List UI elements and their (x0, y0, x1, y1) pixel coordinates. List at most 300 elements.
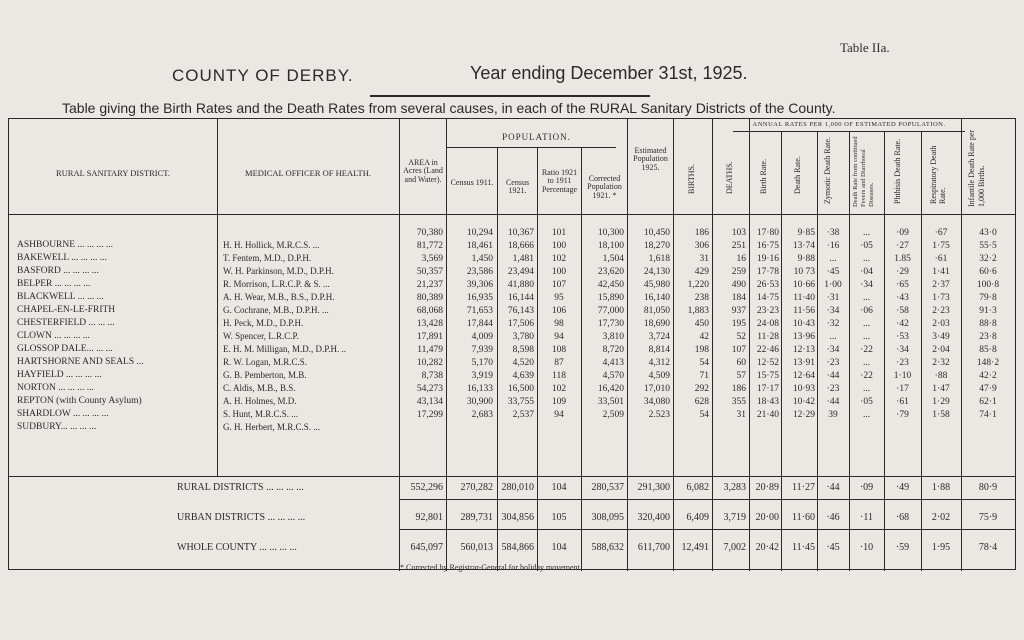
summary-cell-c1921: 304,856 (501, 512, 534, 523)
cell-birth-rate: 15·75 (756, 371, 779, 381)
table-label: Table IIa. (840, 40, 890, 55)
cell-births: 1,220 (687, 280, 709, 290)
cell-ratio: 102 (551, 254, 567, 264)
cell-corrected: 1,504 (602, 254, 624, 264)
cell-c1921: 16,144 (507, 293, 534, 303)
cell-c1921: 23,494 (507, 267, 534, 277)
cell-death-rate: 10·93 (792, 384, 815, 394)
cell-district: ASHBOURNE ... ... ... ... (17, 240, 114, 250)
cell-phthisis: ·43 (896, 293, 909, 303)
summary-cell-zymotic: ·46 (826, 512, 840, 523)
summary-cell-ratio: 104 (551, 482, 567, 493)
cell-respiratory: 1·41 (932, 267, 950, 277)
summary-cell-continued: ·09 (859, 482, 874, 493)
cell-corrected: 77,000 (597, 306, 624, 316)
summary-cell-ratio: 104 (551, 542, 567, 553)
cell-estimated: 17,010 (643, 384, 670, 394)
column-phthisis (884, 227, 921, 422)
cell-ratio: 94 (554, 332, 564, 342)
cell-district: SHARDLOW ... ... ... ... (17, 409, 109, 419)
summary-cell-births: 6,409 (686, 512, 709, 523)
cell-officer: T. Fentem, M.D., D.P.H. (223, 253, 312, 263)
summary-label: WHOLE COUNTY ... ... ... ... (177, 542, 297, 553)
cell-corrected: 33,501 (597, 397, 624, 407)
cell-c1911: 39,306 (466, 280, 493, 290)
cell-ratio: 87 (554, 358, 564, 368)
cell-birth-rate: 18·43 (756, 397, 779, 407)
cell-c1921: 16,500 (507, 384, 534, 394)
cell-area: 81,772 (416, 241, 443, 251)
cell-deaths: 259 (731, 267, 746, 277)
cell-respiratory: ·88 (934, 371, 948, 381)
summary-cell-death-rate: 11·27 (792, 482, 815, 493)
column-deaths (712, 227, 746, 422)
summary-cell-c1921: 584,866 (501, 542, 534, 553)
title-underline (370, 95, 650, 97)
cell-officer: R. W. Logan, M.R.C.S. (223, 357, 308, 367)
cell-phthisis: ·27 (896, 241, 909, 251)
statistics-table (8, 118, 1016, 570)
cell-births: 54 (699, 358, 709, 368)
cell-c1911: 4,009 (471, 332, 493, 342)
cell-officer: G. Cochrane, M.B., D.P.H. ... (223, 305, 329, 315)
cell-death-rate: 10·43 (792, 319, 815, 329)
cell-c1921: 1,481 (512, 254, 534, 264)
summary-cell-c1911: 270,282 (460, 482, 493, 493)
summary-cell-estimated: 611,700 (637, 542, 670, 553)
header-death-rate: Death Rate. (793, 156, 802, 194)
cell-area: 8,738 (421, 371, 443, 381)
summary-cell-births: 6,082 (686, 482, 709, 493)
cell-corrected: 42,450 (597, 280, 624, 290)
cell-respiratory: 2·03 (932, 319, 950, 329)
summary-cell-death-rate: 11·45 (792, 542, 815, 553)
cell-zymotic: ·32 (826, 319, 840, 329)
cell-births: 429 (694, 267, 709, 277)
cell-continued: ·22 (860, 345, 873, 355)
cell-phthisis: ·17 (896, 384, 909, 394)
cell-phthisis: ·79 (896, 410, 909, 420)
cell-continued: ·22 (860, 371, 873, 381)
cell-birth-rate: 17·80 (756, 228, 779, 238)
summary-cell-corrected: 588,632 (591, 542, 624, 553)
cell-c1911: 18,461 (466, 241, 493, 251)
cell-zymotic: ·44 (826, 397, 840, 407)
cell-district: REPTON (with County Asylum) (17, 396, 142, 406)
cell-birth-rate: 17·17 (756, 384, 779, 394)
cell-corrected: 3,810 (602, 332, 624, 342)
cell-respiratory: 2·23 (932, 306, 950, 316)
cell-district: BELPER ... ... ... ... (17, 279, 91, 289)
header-phthisis: Phthisis Death Rate. (893, 138, 902, 204)
cell-infantile: 32·2 (979, 254, 997, 264)
cell-district: BAKEWELL ... ... ... ... (17, 253, 107, 263)
cell-zymotic: ·23 (826, 384, 840, 394)
cell-phthisis: 1·10 (893, 371, 912, 381)
cell-birth-rate: 26·53 (756, 280, 779, 290)
cell-c1911: 1,450 (471, 254, 493, 264)
table-subtitle: Table giving the Birth Rates and the Death Rates from several causes, in each of the RURAL Sanitary Districts of the County. (62, 100, 836, 116)
cell-area: 50,357 (416, 267, 443, 277)
cell-district: HAYFIELD ... ... ... ... (17, 370, 102, 380)
cell-respiratory: ·61 (934, 254, 948, 264)
county-title: COUNTY OF DERBY. (172, 66, 354, 85)
cell-phthisis: ·65 (896, 280, 909, 290)
cell-corrected: 23,620 (597, 267, 624, 277)
summary-label: URBAN DISTRICTS ... ... ... ... (177, 512, 306, 523)
summary-cell-births: 12,491 (681, 542, 709, 553)
column-respiratory (921, 227, 961, 422)
cell-continued: ·06 (860, 306, 873, 316)
header-zymotic: Zymotic Death Rate. (823, 137, 832, 204)
cell-ratio: 106 (551, 306, 567, 316)
cell-officer: G. B. Pemberton, M.B. (223, 370, 307, 380)
cell-death-rate: 12·64 (792, 371, 815, 381)
cell-estimated: 2.523 (648, 410, 670, 420)
cell-continued: ... (862, 332, 871, 342)
year-title: Year ending December 31st, 1925. (470, 63, 748, 83)
summary-cell-c1921: 280,010 (501, 482, 534, 493)
cell-area: 54,273 (416, 384, 443, 394)
column-c1911 (447, 227, 493, 422)
cell-deaths: 184 (731, 293, 746, 303)
cell-estimated: 34,080 (643, 397, 670, 407)
cell-phthisis: ·09 (896, 228, 909, 238)
cell-c1921: 33,755 (507, 397, 534, 407)
cell-births: 42 (699, 332, 709, 342)
cell-birth-rate: 11·28 (757, 332, 779, 342)
cell-respiratory: 2·32 (932, 358, 950, 368)
cell-area: 3,569 (421, 254, 443, 264)
column-continued (849, 227, 884, 422)
cell-zymotic: ... (829, 332, 837, 342)
cell-deaths: 251 (731, 241, 746, 251)
cell-continued: ·04 (860, 267, 873, 277)
cell-zymotic: ·45 (826, 267, 840, 277)
cell-birth-rate: 14·75 (756, 293, 779, 303)
cell-birth-rate: 19·16 (756, 254, 779, 264)
summary-cell-birth-rate: 20·00 (755, 512, 779, 523)
cell-continued: ·05 (860, 241, 873, 251)
cell-deaths: 31 (736, 410, 746, 420)
cell-death-rate: 9·85 (797, 228, 815, 238)
cell-ratio: 107 (551, 280, 567, 290)
cell-phthisis: ·23 (896, 358, 909, 368)
cell-death-rate: 12·29 (792, 410, 815, 420)
summary-cell-continued: ·10 (859, 542, 874, 553)
cell-phthisis: ·34 (896, 345, 909, 355)
cell-phthisis: ·29 (896, 267, 909, 277)
cell-area: 68,068 (416, 306, 443, 316)
cell-deaths: 490 (731, 280, 746, 290)
cell-ratio: 98 (554, 319, 564, 329)
cell-deaths: 355 (731, 397, 746, 407)
cell-death-rate: 11·40 (793, 293, 815, 303)
cell-officer: S. Hunt, M.R.C.S. ... (223, 409, 299, 419)
cell-area: 43,134 (416, 397, 443, 407)
cell-respiratory: 1·58 (932, 410, 950, 420)
header-deaths: DEATHS. (725, 161, 734, 194)
cell-officer: G. H. Herbert, M.R.C.S. ... (223, 422, 320, 432)
cell-death-rate: 10 73 (793, 267, 815, 277)
cell-corrected: 16,420 (597, 384, 624, 394)
cell-officer: H. Peck, M.D., D.P.H. (223, 318, 304, 328)
header-population: POPULATION. (502, 132, 571, 142)
cell-births: 238 (694, 293, 709, 303)
cell-district: CLOWN ... ... ... ... (17, 331, 90, 341)
cell-ratio: 94 (554, 410, 564, 420)
header-rule (9, 214, 1015, 215)
cell-zymotic: ·31 (826, 293, 840, 303)
cell-infantile: 88·8 (979, 319, 997, 329)
cell-ratio: 109 (551, 397, 567, 407)
cell-c1921: 41,880 (507, 280, 534, 290)
cell-births: 306 (694, 241, 709, 251)
cell-c1921: 2,537 (512, 410, 534, 420)
cell-respiratory: ·67 (934, 228, 948, 238)
cell-corrected: 4,413 (602, 358, 624, 368)
cell-estimated: 81,050 (643, 306, 670, 316)
cell-corrected: 8,720 (602, 345, 624, 355)
cell-estimated: 1,618 (648, 254, 670, 264)
cell-district: CHESTERFIELD ... ... ... (17, 318, 115, 328)
summary-cell-phthisis: ·68 (895, 512, 910, 523)
cell-infantile: 47·9 (979, 384, 997, 394)
header-infantile: Infantile Death Rate per 1,000 Births. (967, 129, 986, 207)
cell-area: 13,428 (416, 319, 443, 329)
cell-births: 186 (694, 228, 709, 238)
summary-cell-deaths: 3,719 (723, 512, 746, 523)
cell-corrected: 15,890 (597, 293, 624, 303)
cell-c1911: 3,919 (471, 371, 493, 381)
cell-c1911: 23,586 (466, 267, 493, 277)
cell-death-rate: 10·66 (792, 280, 815, 290)
cell-zymotic: ·38 (826, 228, 840, 238)
cell-estimated: 45,980 (643, 280, 670, 290)
cell-district: BASFORD ... ... ... ... (17, 266, 99, 276)
cell-infantile: 91·3 (979, 306, 997, 316)
cell-c1921: 76,143 (507, 306, 534, 316)
rural-underline (399, 499, 1015, 500)
cell-births: 450 (694, 319, 709, 329)
cell-continued: ... (862, 319, 871, 329)
cell-death-rate: 9·88 (797, 254, 815, 264)
summary-cell-deaths: 7,002 (723, 542, 746, 553)
cell-area: 10,282 (416, 358, 443, 368)
header-census-1911: Census 1911. (450, 178, 494, 187)
cell-c1921: 4,520 (512, 358, 534, 368)
cell-births: 31 (699, 254, 709, 264)
cell-death-rate: 13·91 (792, 358, 815, 368)
cell-corrected: 4,570 (602, 371, 624, 381)
cell-officer: A. H. Wear, M.B., B.S., D.P.H. (223, 292, 335, 302)
cell-c1911: 71,653 (466, 306, 493, 316)
cell-officer: A. H. Holmes, M.D. (223, 396, 297, 406)
cell-zymotic: ·23 (826, 358, 840, 368)
summary-cell-deaths: 3,283 (723, 482, 746, 493)
cell-infantile: 23·8 (979, 332, 997, 342)
cell-ratio: 102 (551, 384, 567, 394)
cell-phthisis: 1.85 (894, 254, 911, 264)
cell-respiratory: 1·75 (932, 241, 950, 251)
cell-area: 80,389 (416, 293, 443, 303)
totals-rule (9, 476, 1015, 477)
column-infantile (961, 227, 1015, 422)
cell-birth-rate: 22·46 (756, 345, 779, 355)
column-estimated (627, 227, 670, 422)
cell-death-rate: 12·13 (792, 345, 815, 355)
cell-zymotic: 39 (828, 410, 838, 420)
cell-c1911: 7,939 (471, 345, 493, 355)
cell-deaths: 937 (731, 306, 746, 316)
cell-c1911: 2,683 (471, 410, 493, 420)
cell-estimated: 3,724 (648, 332, 670, 342)
summary-cell-estimated: 320,400 (637, 512, 670, 523)
cell-continued: ... (862, 254, 871, 264)
cell-infantile: 43·0 (979, 228, 997, 238)
cell-death-rate: 10·42 (792, 397, 815, 407)
cell-c1911: 17,844 (466, 319, 493, 329)
cell-ratio: 108 (551, 345, 567, 355)
cell-respiratory: 2·04 (932, 345, 950, 355)
cell-c1911: 30,900 (466, 397, 493, 407)
cell-zymotic: ·34 (826, 345, 840, 355)
cell-c1921: 17,506 (507, 319, 534, 329)
cell-phthisis: ·61 (896, 397, 909, 407)
column-officer (223, 239, 399, 434)
cell-area: 21,237 (416, 280, 443, 290)
cell-deaths: 103 (731, 228, 746, 238)
cell-district: CHAPEL-EN-LE-FRITH (17, 305, 116, 315)
summary-cell-corrected: 280,537 (591, 482, 624, 493)
column-birth-rate (749, 227, 779, 422)
urban-underline (399, 529, 1015, 530)
cell-c1921: 18,666 (507, 241, 534, 251)
cell-birth-rate: 24·08 (756, 319, 779, 329)
cell-respiratory: 2·37 (932, 280, 950, 290)
cell-infantile: 79·8 (979, 293, 997, 303)
cell-corrected: 18,100 (597, 241, 624, 251)
cell-area: 17,299 (416, 410, 443, 420)
cell-estimated: 18,270 (643, 241, 670, 251)
summary-cell-continued: ·11 (860, 512, 873, 523)
header-census-1921: Census 1921. (505, 178, 530, 196)
cell-area: 11,479 (417, 345, 443, 355)
cell-estimated: 4,509 (648, 371, 670, 381)
cell-district: NORTON ... ... ... ... (17, 383, 94, 393)
cell-infantile: 60·6 (979, 267, 997, 277)
summary-cell-infantile: 78·4 (978, 542, 998, 553)
header-officer: MEDICAL OFFICER OF HEALTH. (245, 168, 371, 178)
cell-births: 1,883 (687, 306, 709, 316)
cell-infantile: 85·8 (979, 345, 997, 355)
cell-death-rate: 13·96 (792, 332, 815, 342)
cell-district: BLACKWELL ... ... ... (17, 292, 104, 302)
cell-deaths: 107 (731, 345, 746, 355)
cell-birth-rate: 21·40 (756, 410, 779, 420)
cell-estimated: 16,140 (643, 293, 670, 303)
cell-officer: W. H. Parkinson, M.D., D.P.H. (223, 266, 334, 276)
cell-estimated: 8,814 (648, 345, 670, 355)
cell-c1911: 5,170 (471, 358, 493, 368)
cell-district: SUDBURY... ... ... ... (17, 422, 97, 432)
cell-district: HARTSHORNE AND SEALS ... (17, 357, 144, 367)
cell-deaths: 57 (736, 371, 746, 381)
cell-officer: C. Aldis, M.B., B.S. (223, 383, 296, 393)
cell-infantile: 42·2 (979, 371, 997, 381)
cell-corrected: 2,509 (602, 410, 624, 420)
cell-c1921: 10,367 (507, 228, 534, 238)
cell-c1911: 16,935 (466, 293, 493, 303)
summary-cell-zymotic: ·44 (826, 482, 840, 493)
cell-officer: H. H. Hollick, M.R.C.S. ... (223, 240, 320, 250)
cell-infantile: 100·8 (976, 280, 1000, 290)
column-c1921 (497, 227, 534, 422)
summary-cell-death-rate: 11·60 (792, 512, 815, 523)
cell-area: 70,380 (416, 228, 443, 238)
cell-respiratory: 1·47 (932, 384, 950, 394)
cell-deaths: 195 (731, 319, 746, 329)
header-district: RURAL SANITARY DISTRICT. (56, 168, 170, 178)
column-death-rate (781, 227, 815, 422)
header-estimated: Estimated Population 1925. (633, 146, 668, 172)
cell-continued: ... (862, 228, 871, 238)
cell-officer: E. H. M. Milligan, M.D., D.P.H. .. (223, 344, 347, 354)
header-annual-rates: ANNUAL RATES PER 1,000 OF ESTIMATED POPULATION. (752, 121, 946, 128)
cell-births: 198 (694, 345, 709, 355)
cell-infantile: 62·1 (979, 397, 997, 407)
cell-continued: ·34 (860, 280, 873, 290)
population-rule (446, 147, 616, 148)
summary-cell-area: 645,097 (410, 542, 443, 553)
column-zymotic (817, 227, 849, 422)
cell-officer: R. Morrison, L.R.C.P. & S. ... (223, 279, 330, 289)
summary-cell-phthisis: ·49 (895, 482, 910, 493)
summary-cell-corrected: 308,095 (591, 512, 624, 523)
cell-phthisis: ·53 (896, 332, 909, 342)
summary-label: RURAL DISTRICTS ... ... ... ... (177, 482, 304, 493)
header-continued-fevers: Death Rate from continued Fevers and Diarrhoeal Diseases. (852, 136, 875, 207)
cell-zymotic: ·16 (826, 241, 840, 251)
summary-cell-phthisis: ·59 (895, 542, 910, 553)
summary-cell-estimated: 291,300 (637, 482, 670, 493)
column-district (17, 239, 215, 434)
cell-c1921: 3,780 (512, 332, 534, 342)
cell-ratio: 101 (551, 228, 567, 238)
cell-respiratory: 1·29 (932, 397, 950, 407)
header-respiratory: Respiratory Death Rate. (929, 145, 947, 204)
summary-cell-ratio: 105 (551, 512, 567, 523)
summary-cell-area: 552,296 (410, 482, 443, 493)
header-ratio: Ratio 1921 to 1911 Percentage (541, 168, 578, 194)
cell-zymotic: ·44 (826, 371, 840, 381)
summary-cell-zymotic: ·45 (826, 542, 840, 553)
cell-phthisis: ·58 (896, 306, 909, 316)
column-area (399, 227, 443, 422)
summary-cell-area: 92,801 (415, 512, 443, 523)
cell-officer: W. Spencer, L.R.C.P. (223, 331, 299, 341)
column-corrected (581, 227, 624, 422)
cell-estimated: 18,690 (643, 319, 670, 329)
header-area: AREA in Acres (Land and Water). (403, 158, 443, 184)
cell-deaths: 52 (736, 332, 746, 342)
cell-continued: ... (862, 410, 871, 420)
cell-continued: ... (862, 293, 871, 303)
summary-cell-c1911: 560,013 (460, 542, 493, 553)
summary-cell-respiratory: 2·02 (931, 512, 951, 523)
cell-deaths: 186 (731, 384, 746, 394)
cell-continued: ·05 (860, 397, 873, 407)
